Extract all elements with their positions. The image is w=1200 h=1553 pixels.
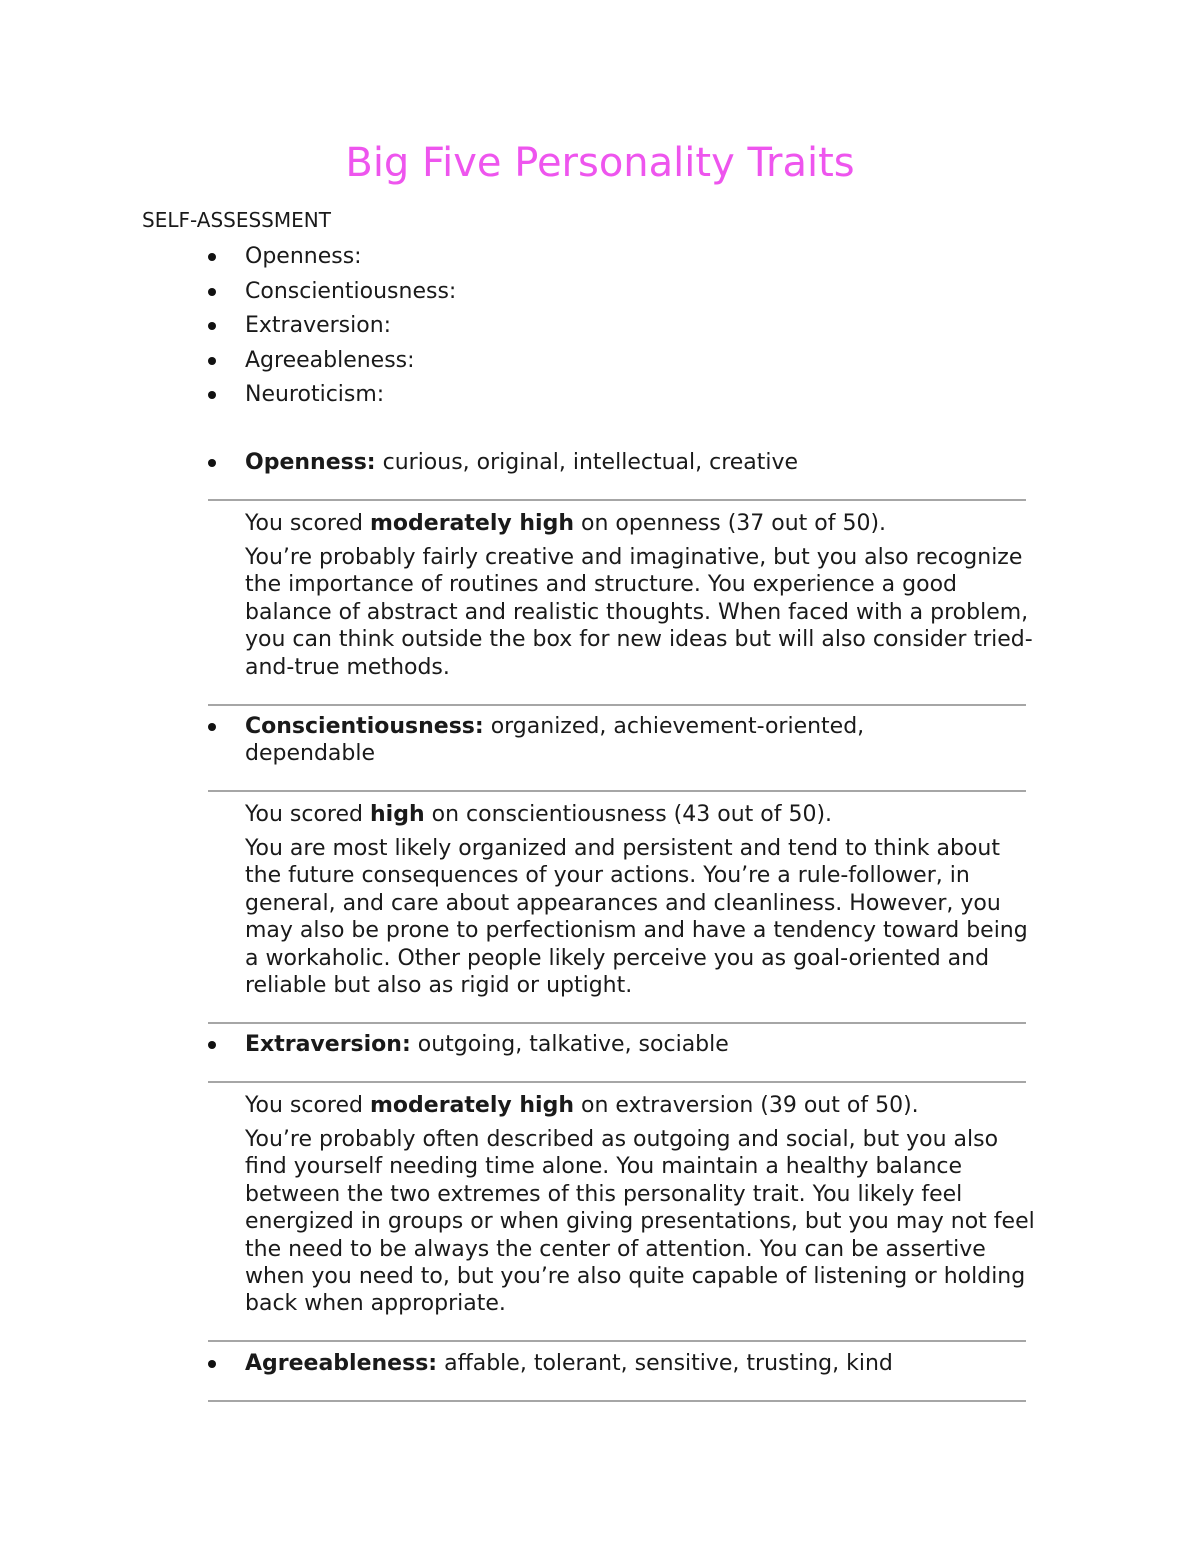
divider: [208, 1081, 1026, 1083]
trait-adjectives: outgoing, talkative, sociable: [417, 1032, 729, 1057]
summary-item-agreeableness: Agreeableness:: [245, 347, 415, 373]
bullet-icon: [208, 1041, 216, 1049]
trait-name: Agreeableness:: [245, 1351, 438, 1376]
trait-adjectives: curious, original, intellectual, creative: [382, 450, 799, 475]
divider: [208, 790, 1026, 792]
description-extraversion: You’re probably often described as outgoing and social, but you also find yourself needing time alone. You maintain a healthy balance between the two extremes of this personality trait. You likely feel energized in groups or when giving presentations, but you may not feel the need to be always the center of attention. You can be assertive when you need to, but you’re also quite capable of listening or holding back when appropriate.: [245, 1127, 1035, 1317]
bullet-icon: [208, 723, 216, 731]
score-prefix: You scored: [245, 802, 370, 827]
trait-adjectives: affable, tolerant, sensitive, trusting, kind: [444, 1351, 893, 1376]
score-line-conscientiousness: [245, 801, 1035, 828]
trait-heading-text: [245, 449, 945, 476]
divider: [208, 1022, 1026, 1024]
bullet-icon: [208, 459, 216, 467]
score-suffix: on openness (37 out of 50).: [574, 511, 887, 536]
trait-name: Conscientiousness:: [245, 714, 484, 739]
trait-name: Openness:: [245, 450, 376, 475]
section-label: SELF-ASSESSMENT: [142, 208, 331, 232]
score-line-extraversion: [245, 1092, 1035, 1119]
score-line-openness: [245, 510, 1035, 537]
summary-item-extraversion: Extraversion:: [245, 313, 392, 339]
score-prefix: You scored: [245, 1093, 370, 1118]
page-title: Big Five Personality Traits: [345, 140, 855, 186]
score-level: moderately high: [370, 1093, 574, 1118]
summary-item-openness: Openness:: [245, 244, 362, 269]
trait-heading-text: [245, 1031, 945, 1058]
divider: [208, 1400, 1026, 1402]
bullet-icon: [208, 253, 216, 261]
divider: [208, 1340, 1026, 1342]
trait-name: Extraversion:: [245, 1032, 411, 1057]
divider: [208, 499, 1026, 501]
score-level: moderately high: [370, 511, 574, 536]
trait-heading-text: [245, 1350, 945, 1377]
bullet-icon: [208, 1360, 216, 1368]
trait-heading-text: [245, 713, 945, 767]
bullet-icon: [208, 322, 216, 330]
score-suffix: on extraversion (39 out of 50).: [574, 1093, 919, 1118]
bullet-icon: [208, 357, 216, 365]
summary-item-neuroticism: Neuroticism:: [245, 382, 385, 408]
description-conscientiousness: You are most likely organized and persistent and tend to think about the future consequences of your actions. You’re a rule-follower, in general, and care about appearances and cleanliness. However, you may also be prone to perfectionism and have a tendency toward being a workaholic. Other people likely perceive you as goal-oriented and reliable but also as rigid or uptight.: [245, 836, 1028, 999]
score-suffix: on conscientiousness (43 out of 50).: [424, 802, 833, 827]
description-openness: You’re probably fairly creative and imaginative, but you also recognize the importance of routines and structure. You experience a good balance of abstract and realistic thoughts. When faced with a problem, you can think outside the box for new ideas but will also consider tried-and-true methods.: [245, 545, 1033, 680]
divider: [208, 704, 1026, 706]
summary-item-conscientiousness: Conscientiousness:: [245, 278, 457, 304]
score-level: high: [370, 802, 425, 827]
score-prefix: You scored: [245, 511, 370, 536]
bullet-icon: [208, 391, 216, 399]
bullet-icon: [208, 288, 216, 296]
trait-adjectives: organized, achievement-oriented, dependable: [245, 714, 865, 766]
